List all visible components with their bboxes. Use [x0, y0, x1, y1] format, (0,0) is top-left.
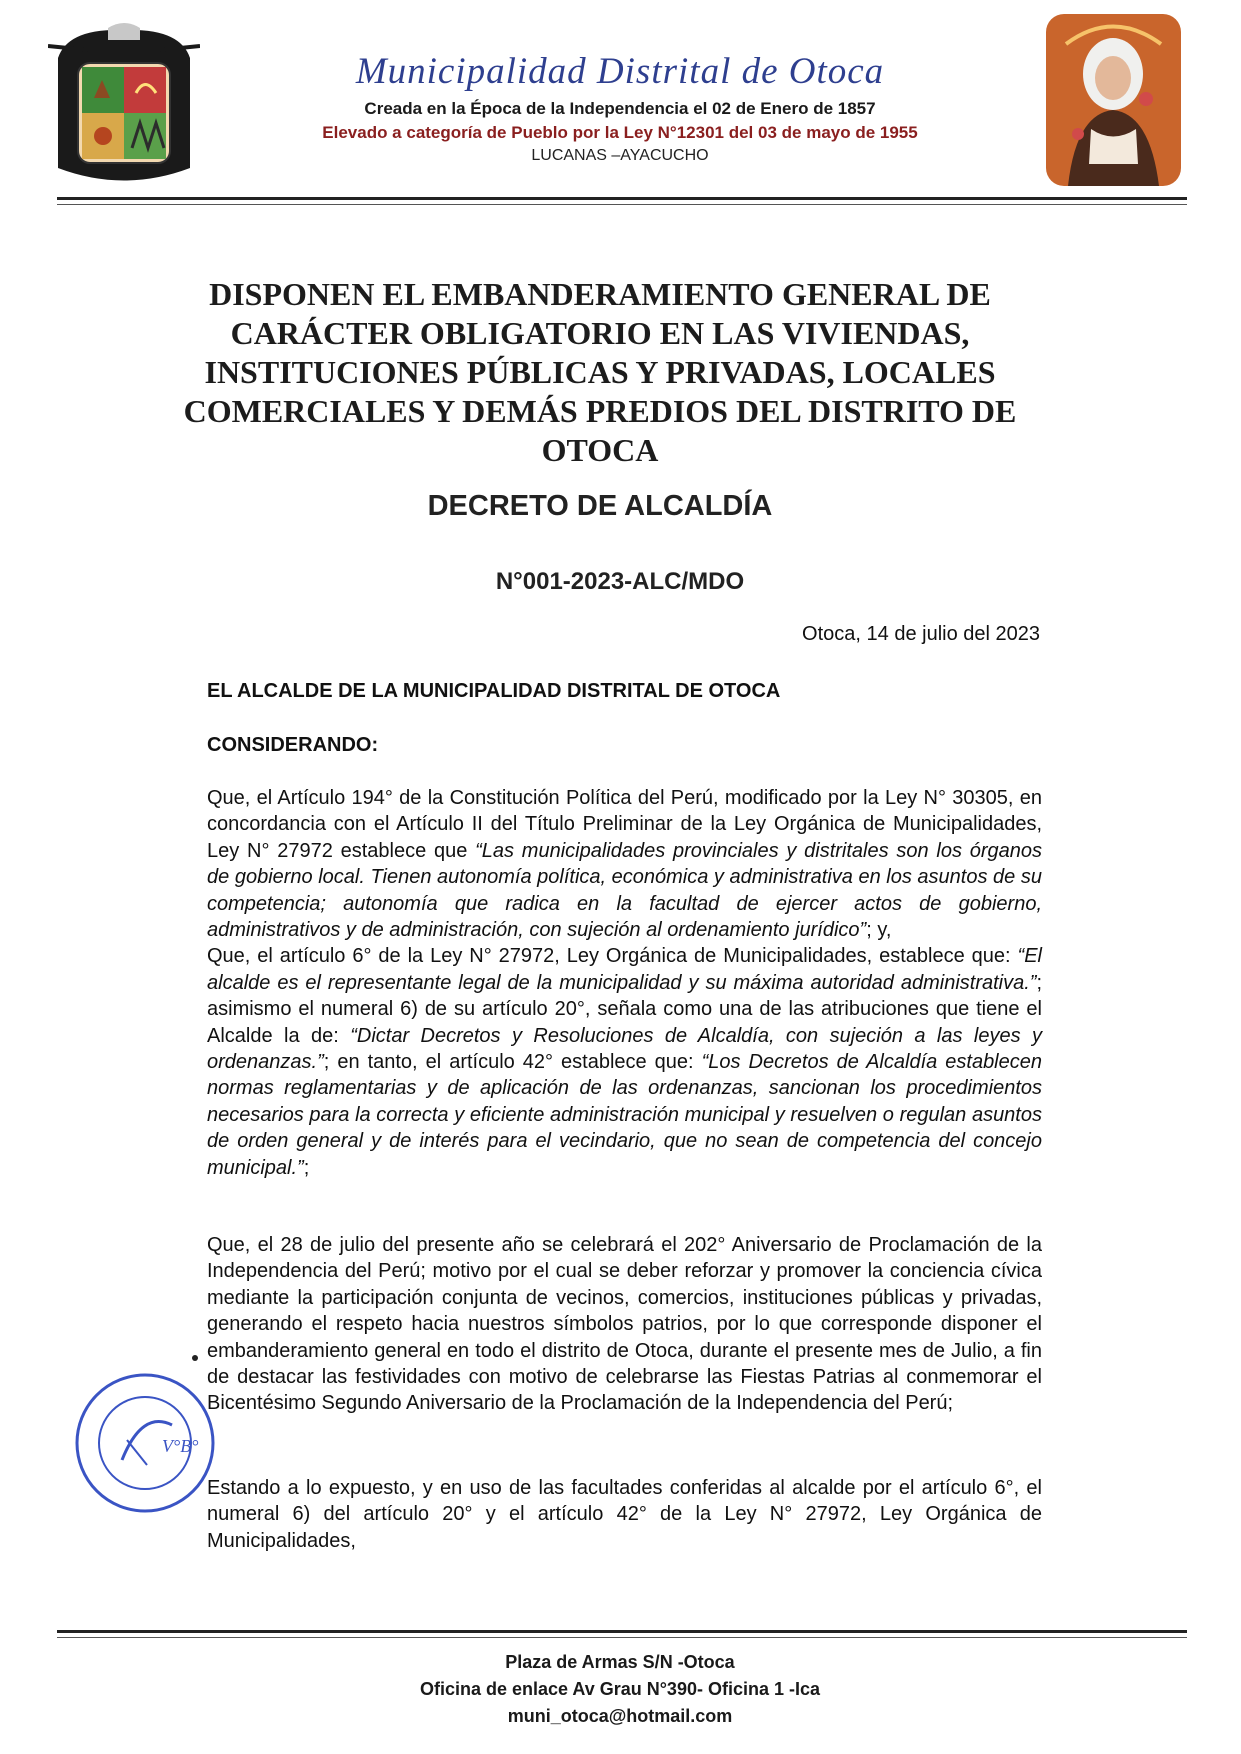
footer-divider-thin — [57, 1637, 1187, 1638]
footer-office: Oficina de enlace Av Grau N°390- Oficina 1 -Ica — [419, 1679, 821, 1699]
decree-type: DECRETO DE ALCALDÍA — [427, 490, 773, 522]
header-divider-thin — [57, 204, 1187, 205]
footer-divider — [57, 1630, 1187, 1633]
text-run: ; — [303, 1156, 310, 1179]
institution-name: Municipalidad Distrital de Otoca — [355, 51, 885, 92]
footer — [300, 1652, 940, 1733]
coat-of-arms-icon — [48, 18, 200, 188]
text-run: ; y, — [866, 919, 892, 942]
considerando-heading: CONSIDERANDO: — [207, 734, 379, 756]
text-run: Que, el Artículo 194° de la Constitución Política del Perú, modificado por la Ley N° 30305, en concordancia con el Artículo II del Título Preliminar de la Ley Orgánica de Municipalidades, Ley N° 27972 establece que — [207, 787, 1042, 862]
paragraph-anniversary: Que, el 28 de julio del presente año se celebrará el 202° Aniversario de Proclamación de la Independencia del Perú; motivo por el cual se deber reforzar y promover la conciencia cívica mediante la participación conjunta de vecinos, comercios, instituciones públicas y privadas, generando el respeto hacia nuestros símbolos patrios, por lo que corresponde disponer el embanderamiento general en todo el distrito de Otoca, durante el presente mes de Julio, a fin de destacar las festividades con motivo de celebrarse las Fiestas Patrias al conmemorar el Bicentésimo Segundo Aniversario de la Proclamación de la Independencia del Perú; — [207, 1234, 1042, 1415]
quote-run: “Dictar Decretos y Resoluciones de Alcaldía, con sujeción a las leyes y ordenanzas.” — [207, 1024, 1042, 1074]
footer-address: Plaza de Armas S/N -Otoca — [505, 1652, 735, 1672]
saint-portrait-icon — [1046, 14, 1181, 186]
header-divider — [57, 197, 1187, 200]
seal-mark: V°B° — [162, 1436, 199, 1456]
letterhead-text — [250, 50, 990, 165]
bullet-mark — [192, 1355, 198, 1361]
quote-run: “Los Decretos de Alcaldía establecen normas reglamentarias y de aplicación de las ordenanzas, sancionan los procedimientos necesarios para la correcta y eficiente administración municipal y resuelven o regulan asuntos de orden general y de interés para el vecindario, que no sean de competencia del concejo municipal.” — [207, 1051, 1042, 1179]
issuer-heading: EL ALCALDE DE LA MUNICIPALIDAD DISTRITAL DE OTOCA — [207, 680, 781, 702]
footer-email[interactable]: muni_otoca@hotmail.com — [507, 1706, 733, 1726]
letterhead — [0, 0, 1241, 215]
quote-run: “El alcalde es el representante legal de la municipalidad y su máxima autoridad administrativa.” — [207, 945, 1042, 994]
text-run: ; asimismo el numeral 6) de su artículo 20°, señala como una de las atribuciones que tiene el Alcalde la de: — [207, 971, 1042, 1047]
municipal-seal-icon — [72, 1370, 218, 1516]
text-run: ; en tanto, el artículo 42° establece que: — [323, 1051, 702, 1074]
decree-date: Otoca, 14 de julio del 2023 — [802, 623, 1040, 645]
quote-run: “Las municipalidades provinciales y distritales son los órganos de gobierno local. Tienen autonomía política, económica y administrativa en los asuntos de su competencia; autonomía que radica en la facultad de ejercer actos de gobierno, administrativos y de administración, con sujeción al ordenamiento jurídico” — [207, 839, 1042, 942]
location-line: LUCANAS –AYACUCHO — [531, 147, 709, 164]
decree-number: N°001-2023-ALC/MDO — [495, 568, 745, 595]
decree-title: DISPONEN EL EMBANDERAMIENTO GENERAL DE CARÁCTER OBLIGATORIO EN LAS VIVIENDAS, INSTITUCIONES PÚBLICAS Y PRIVADAS, LOCALES COMERCIALES Y DEMÁS PREDIOS DEL DISTRITO DE OTOCA — [183, 276, 1017, 468]
category-line: Elevado a categoría de Pueblo por la Ley N°12301 del 03 de mayo de 1955 — [322, 123, 918, 142]
text-run: Que, el artículo 6° de la Ley N° 27972, Ley Orgánica de Municipalidades, establece que: — [207, 945, 1018, 968]
paragraph-legal-basis — [207, 785, 1042, 1181]
paragraph-conclusion: Estando a lo expuesto, y en uso de las facultades conferidas al alcalde por el artículo 6°, el numeral 6) del artículo 20° y el artículo 42° de la Ley N° 27972, Ley Orgánica de Municipalidades, — [207, 1477, 1042, 1552]
creation-line: Creada en la Época de la Independencia el 02 de Enero de 1857 — [364, 99, 876, 118]
